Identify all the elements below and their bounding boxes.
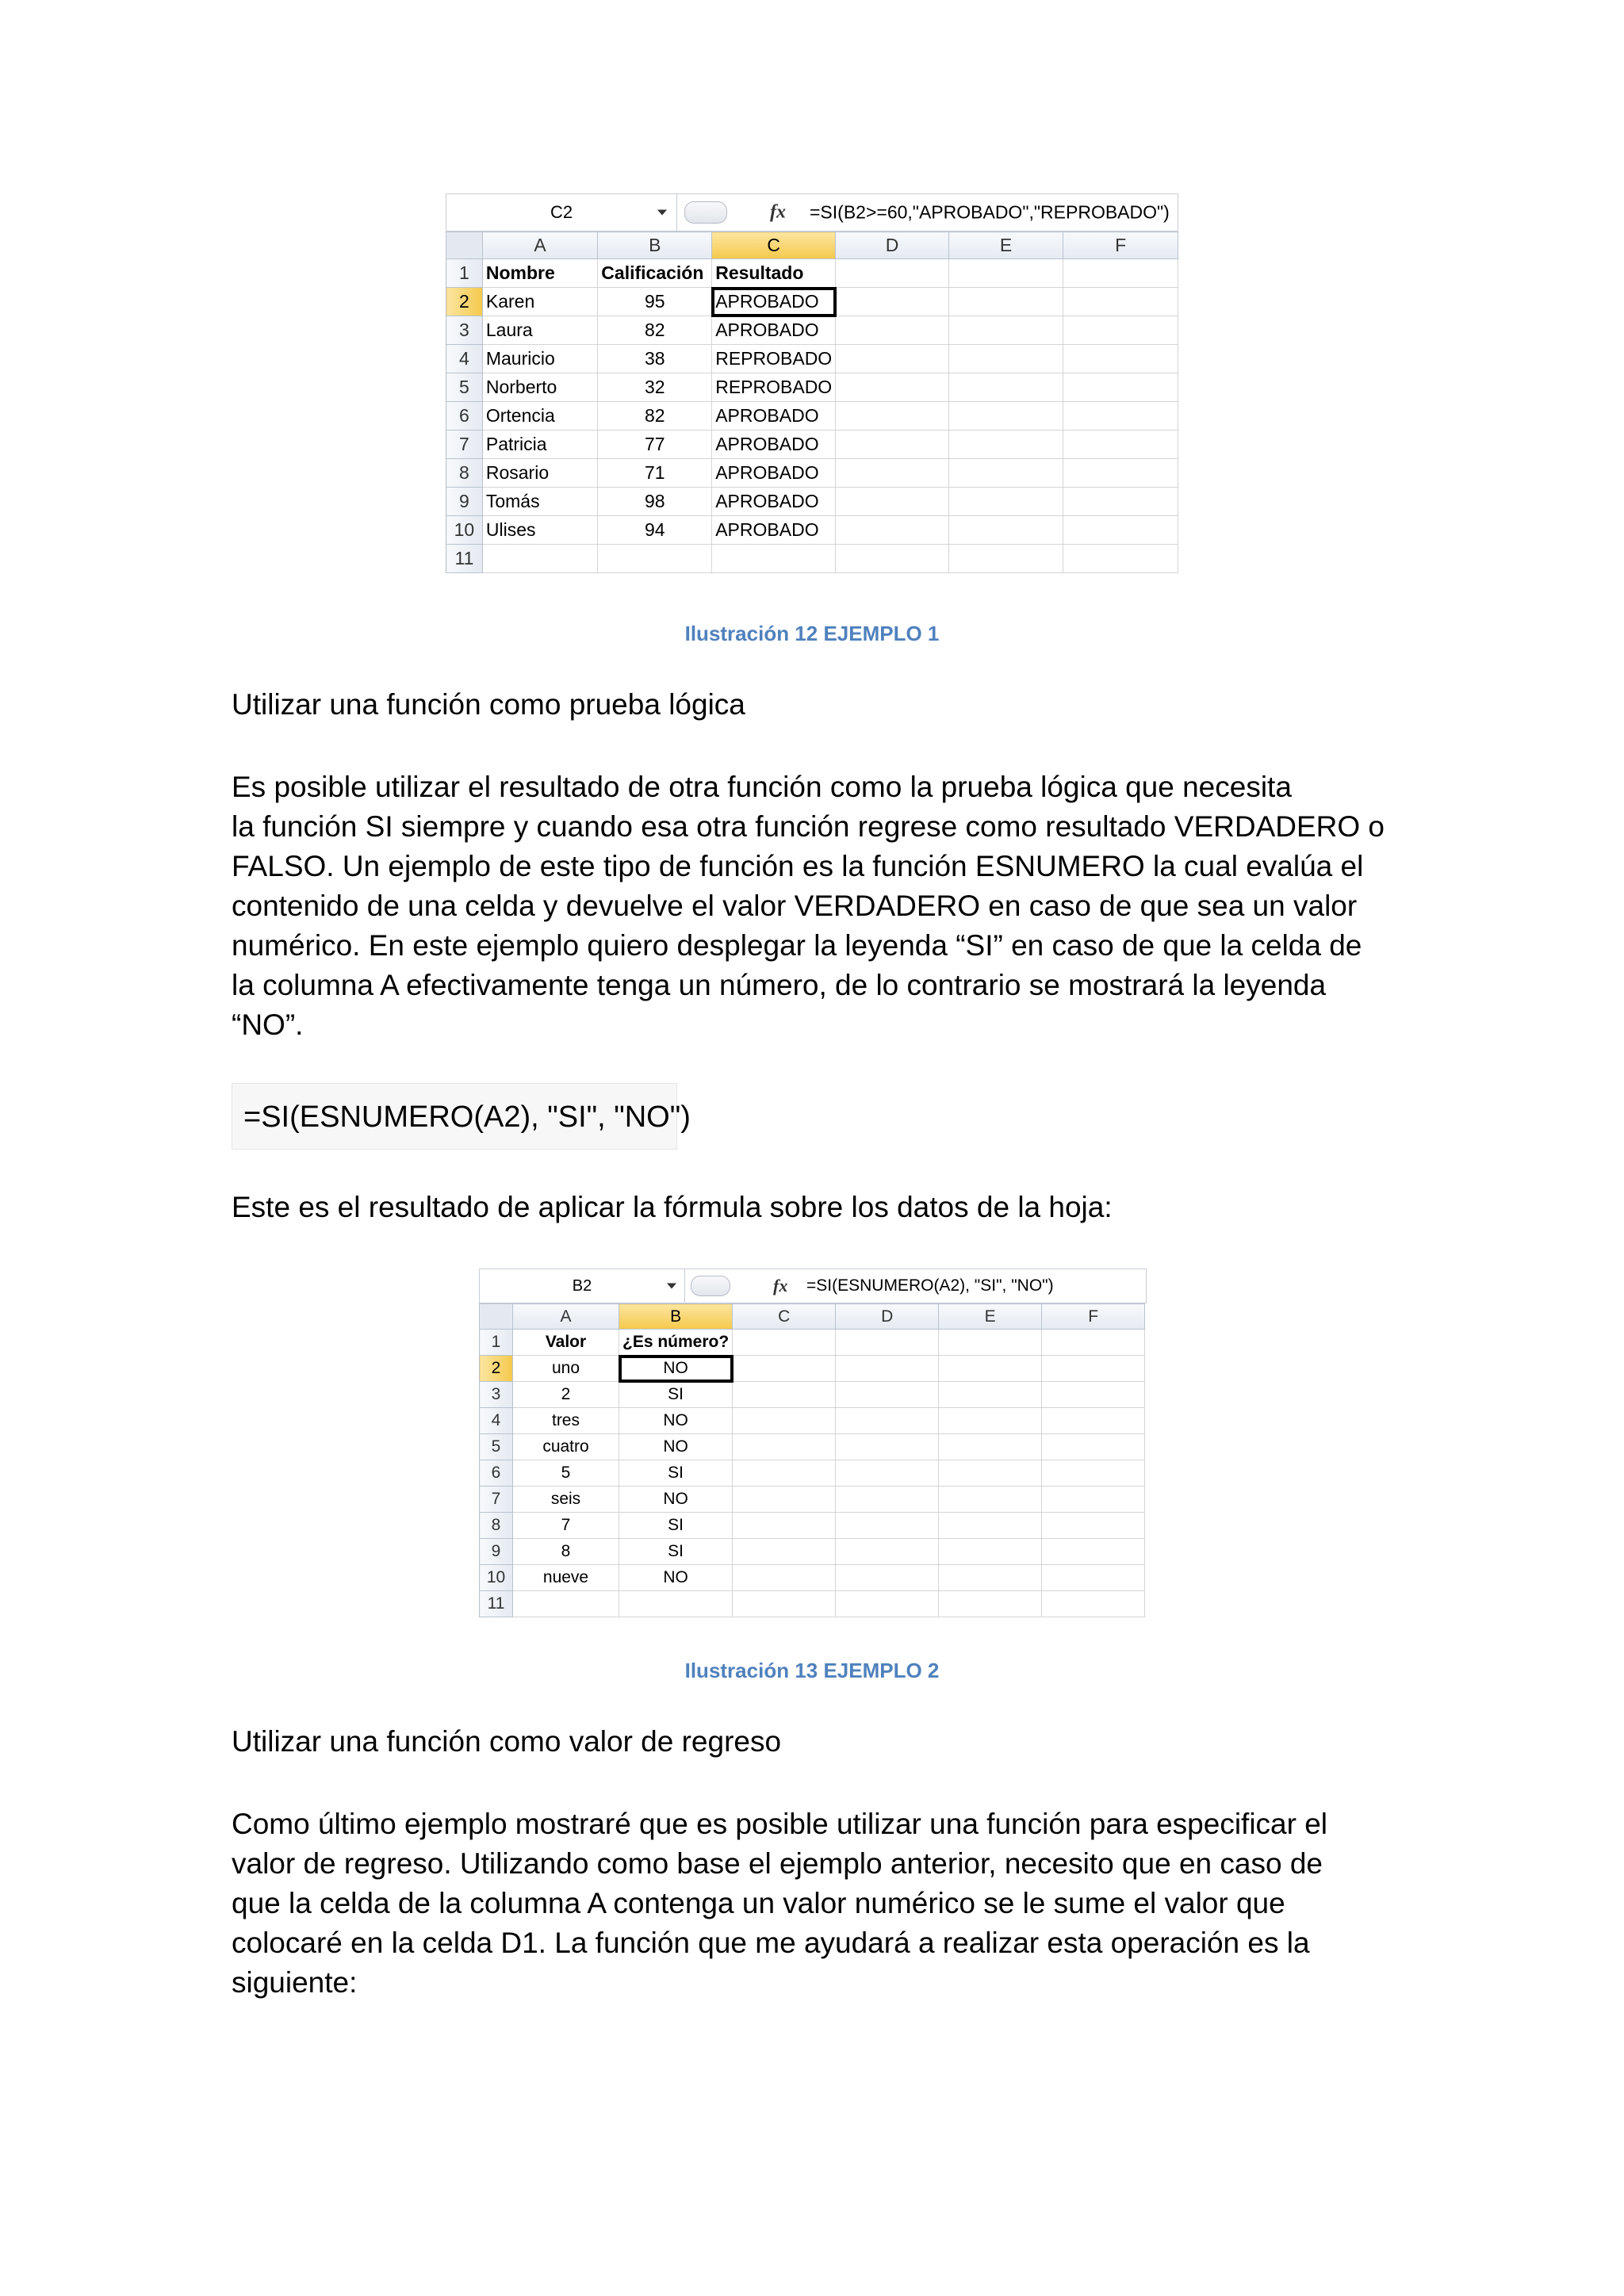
result-intro-text: Este es el resultado de aplicar la fórmula sobre los datos de la hoja: — [232, 1191, 1113, 1223]
paragraph-1 — [232, 767, 1405, 1045]
column-header-f[interactable]: F — [1042, 1304, 1145, 1330]
cell[interactable] — [836, 1487, 939, 1513]
cell[interactable] — [836, 545, 949, 573]
row-header[interactable]: 9 — [446, 488, 483, 516]
cell-c5[interactable]: REPROBADO — [712, 373, 836, 402]
cell[interactable] — [939, 1382, 1042, 1408]
cell[interactable] — [939, 1539, 1042, 1565]
cell[interactable] — [948, 459, 1063, 488]
row-header[interactable]: 3 — [446, 316, 483, 345]
cell[interactable] — [939, 1565, 1042, 1591]
cell-b8[interactable]: 71 — [598, 459, 712, 488]
column-header-e[interactable]: E — [939, 1304, 1042, 1330]
column-header-d[interactable]: D — [836, 232, 949, 259]
cell-c6[interactable]: APROBADO — [712, 402, 836, 430]
cell-a8[interactable]: 7 — [513, 1513, 619, 1539]
cell-c3[interactable]: APROBADO — [712, 316, 836, 345]
fx-icon[interactable]: fx — [770, 201, 786, 223]
cell[interactable] — [948, 430, 1063, 459]
cell[interactable] — [1063, 516, 1178, 545]
cell[interactable] — [948, 259, 1063, 288]
cell[interactable] — [733, 1356, 836, 1382]
cell-c7[interactable]: APROBADO — [712, 430, 836, 459]
cell[interactable] — [1042, 1382, 1145, 1408]
row-header[interactable]: 6 — [446, 402, 483, 430]
column-header-e[interactable]: E — [948, 232, 1063, 259]
cell-b7[interactable]: 77 — [598, 430, 712, 459]
cell-a7[interactable]: Patricia — [482, 430, 597, 459]
cell[interactable] — [836, 1539, 939, 1565]
name-box[interactable] — [446, 194, 677, 231]
cell[interactable] — [1042, 1539, 1145, 1565]
name-box-value: B2 — [572, 1277, 592, 1295]
cell-b5[interactable]: 32 — [598, 373, 712, 402]
cell[interactable] — [836, 1382, 939, 1408]
cell[interactable] — [836, 488, 949, 516]
figure-caption-2: Ilustración 13 EJEMPLO 2 — [684, 1659, 940, 1682]
paragraph-line: Es posible utilizar el resultado de otra función como la prueba lógica que necesita — [232, 771, 1292, 803]
row-header[interactable]: 2 — [480, 1356, 513, 1382]
cell-c10[interactable]: APROBADO — [712, 516, 836, 545]
cell[interactable] — [836, 1565, 939, 1591]
sheet-grid — [446, 232, 1178, 573]
spreadsheet-figure-1 — [446, 193, 1178, 582]
cell-b3[interactable]: SI — [619, 1382, 733, 1408]
cell[interactable] — [836, 1356, 939, 1382]
paragraph-2 — [232, 1804, 1405, 2003]
paragraph-line: que la celda de la columna A contenga un valor numérico se le sume el valor que — [232, 1887, 1285, 1919]
cell[interactable] — [1042, 1460, 1145, 1487]
cell[interactable] — [1042, 1434, 1145, 1460]
cell-a1[interactable]: Nombre — [482, 259, 597, 288]
cell-a6[interactable]: Ortencia — [482, 402, 597, 430]
cell-b3[interactable]: 82 — [598, 316, 712, 345]
cell[interactable] — [948, 516, 1063, 545]
cell[interactable] — [1042, 1408, 1145, 1434]
fx-icon[interactable]: fx — [773, 1276, 788, 1295]
cell-b4[interactable]: NO — [619, 1408, 733, 1434]
paragraph-line: siguiente: — [232, 1966, 358, 1999]
cell[interactable] — [1063, 316, 1178, 345]
paragraph-line: la función SI siempre y cuando esa otra función regrese como resultado VERDADERO o — [232, 810, 1385, 843]
column-header-b[interactable]: B — [619, 1304, 733, 1330]
row-header[interactable]: 3 — [480, 1382, 513, 1408]
cell[interactable] — [836, 402, 949, 430]
cell-a10[interactable]: Ulises — [482, 516, 597, 545]
cell[interactable] — [939, 1434, 1042, 1460]
dropdown-arrow-icon[interactable] — [657, 210, 667, 216]
cell[interactable] — [1063, 373, 1178, 402]
cell-c8[interactable]: APROBADO — [712, 459, 836, 488]
dropdown-arrow-icon[interactable] — [667, 1284, 676, 1289]
cell[interactable] — [939, 1591, 1042, 1617]
cell[interactable] — [1063, 459, 1178, 488]
cell[interactable] — [939, 1408, 1042, 1434]
cell-b5[interactable]: NO — [619, 1434, 733, 1460]
cell[interactable] — [836, 430, 949, 459]
cell[interactable] — [1063, 288, 1178, 316]
cell-a2[interactable]: uno — [513, 1356, 619, 1382]
cell[interactable] — [836, 1513, 939, 1539]
cell[interactable] — [1042, 1565, 1145, 1591]
cell[interactable] — [939, 1487, 1042, 1513]
cell[interactable] — [939, 1356, 1042, 1382]
row-header[interactable]: 4 — [446, 345, 483, 373]
paragraph-line: contenido de una celda y devuelve el valor VERDADERO en caso de que sea un valor — [232, 890, 1358, 922]
cell[interactable] — [733, 1382, 836, 1408]
cell[interactable] — [733, 1513, 836, 1539]
cell[interactable] — [948, 345, 1063, 373]
row-header[interactable]: 7 — [480, 1487, 513, 1513]
cell-b10[interactable]: NO — [619, 1565, 733, 1591]
cell-b4[interactable]: 38 — [598, 345, 712, 373]
cell[interactable] — [939, 1513, 1042, 1539]
row-header[interactable]: 7 — [446, 430, 483, 459]
cell-b10[interactable]: 94 — [598, 516, 712, 545]
cell[interactable] — [733, 1539, 836, 1565]
sheet-grid — [479, 1303, 1145, 1617]
cell-a10[interactable]: nueve — [513, 1565, 619, 1591]
cell[interactable] — [1042, 1330, 1145, 1356]
cell[interactable] — [712, 545, 836, 573]
row-header[interactable]: 9 — [480, 1539, 513, 1565]
row-header[interactable]: 8 — [446, 459, 483, 488]
cell[interactable] — [733, 1330, 836, 1356]
cell[interactable] — [1042, 1591, 1145, 1617]
cell[interactable] — [1063, 488, 1178, 516]
cell[interactable] — [836, 1434, 939, 1460]
cell-a5[interactable]: Norberto — [482, 373, 597, 402]
select-all-corner[interactable] — [480, 1304, 513, 1330]
formula-text[interactable]: =SI(B2>=60,"APROBADO","REPROBADO") — [810, 201, 1170, 223]
column-header-d[interactable]: D — [836, 1304, 939, 1330]
select-all-corner[interactable] — [446, 232, 483, 259]
row-header[interactable]: 5 — [480, 1434, 513, 1460]
paragraph-line: Como último ejemplo mostraré que es posible utilizar una función para especificar el — [232, 1808, 1328, 1840]
name-box[interactable] — [480, 1269, 685, 1303]
cell[interactable] — [1063, 402, 1178, 430]
row-header[interactable]: 11 — [446, 545, 483, 573]
cell[interactable] — [836, 288, 949, 316]
cell-a4[interactable]: tres — [513, 1408, 619, 1434]
section-heading-2: Utilizar una función como valor de regreso — [232, 1725, 782, 1758]
cell[interactable] — [733, 1591, 836, 1617]
section-heading-1: Utilizar una función como prueba lógica — [232, 688, 745, 721]
cell-a9[interactable]: 8 — [513, 1539, 619, 1565]
scroll-knob-icon[interactable] — [691, 1276, 730, 1296]
cell[interactable] — [836, 345, 949, 373]
cell[interactable] — [1042, 1513, 1145, 1539]
cell[interactable] — [948, 488, 1063, 516]
cell-b2[interactable]: 95 — [598, 288, 712, 316]
cell[interactable] — [733, 1565, 836, 1591]
row-header[interactable]: 6 — [480, 1460, 513, 1487]
cell[interactable] — [513, 1591, 619, 1617]
cell-a4[interactable]: Mauricio — [482, 345, 597, 373]
cell[interactable] — [836, 259, 949, 288]
column-header-b[interactable]: B — [598, 232, 712, 259]
cell-a6[interactable]: 5 — [513, 1460, 619, 1487]
row-header[interactable]: 10 — [446, 516, 483, 545]
cell-b6[interactable]: 82 — [598, 402, 712, 430]
row-header[interactable]: 1 — [480, 1330, 513, 1356]
cell-b9[interactable]: 98 — [598, 488, 712, 516]
row-header[interactable]: 4 — [480, 1408, 513, 1434]
formula-bar — [479, 1269, 1147, 1303]
row-header[interactable]: 1 — [446, 259, 483, 288]
cell[interactable] — [948, 402, 1063, 430]
cell-b1[interactable]: ¿Es número? — [619, 1330, 733, 1356]
paragraph-line: la columna A efectivamente tenga un número, de lo contrario se mostrará la leyenda — [232, 969, 1327, 1001]
cell-c1[interactable]: Resultado — [712, 259, 836, 288]
paragraph-line: colocaré en la celda D1. La función que me ayudará a realizar esta operación es la — [232, 1927, 1310, 1959]
cell-a1[interactable]: Valor — [513, 1330, 619, 1356]
cell[interactable] — [939, 1330, 1042, 1356]
column-header-c[interactable]: C — [733, 1304, 836, 1330]
cell[interactable] — [1063, 259, 1178, 288]
row-header[interactable]: 10 — [480, 1565, 513, 1591]
paragraph-line: valor de regreso. Utilizando como base el ejemplo anterior, necesito que en caso de — [232, 1847, 1323, 1880]
row-header[interactable]: 5 — [446, 373, 483, 402]
cell[interactable] — [733, 1487, 836, 1513]
paragraph-line: FALSO. Un ejemplo de este tipo de función es la función ESNUMERO la cual evalúa el — [232, 850, 1364, 882]
cell-a3[interactable]: Laura — [482, 316, 597, 345]
cell-a7[interactable]: seis — [513, 1487, 619, 1513]
cell-c9[interactable]: APROBADO — [712, 488, 836, 516]
cell-a5[interactable]: cuatro — [513, 1434, 619, 1460]
code-formula-box: =SI(ESNUMERO(A2), "SI", "NO") — [232, 1083, 677, 1150]
figure-caption-1: Ilustración 12 EJEMPLO 1 — [684, 622, 940, 645]
paragraph-line: “NO”. — [232, 1008, 304, 1041]
formula-text[interactable]: =SI(ESNUMERO(A2), "SI", "NO") — [806, 1276, 1054, 1295]
spreadsheet-figure-2 — [479, 1269, 1147, 1621]
cell[interactable] — [948, 373, 1063, 402]
scroll-knob-icon[interactable] — [684, 201, 727, 224]
cell-a8[interactable]: Rosario — [482, 459, 597, 488]
cell-c4[interactable]: REPROBADO — [712, 345, 836, 373]
column-header-a[interactable]: A — [513, 1304, 619, 1330]
cell[interactable] — [733, 1434, 836, 1460]
cell[interactable] — [836, 1591, 939, 1617]
row-header[interactable]: 8 — [480, 1513, 513, 1539]
column-header-a[interactable]: A — [482, 232, 597, 259]
cell[interactable] — [1063, 430, 1178, 459]
cell[interactable] — [1063, 345, 1178, 373]
cell-a2[interactable]: Karen — [482, 288, 597, 316]
cell[interactable] — [836, 516, 949, 545]
formula-bar — [446, 193, 1178, 232]
cell[interactable] — [1042, 1487, 1145, 1513]
active-cell-b2[interactable]: NO — [619, 1356, 733, 1382]
cell[interactable] — [733, 1460, 836, 1487]
cell-b9[interactable]: SI — [619, 1539, 733, 1565]
cell[interactable] — [948, 545, 1063, 573]
cell[interactable] — [482, 545, 597, 573]
cell[interactable] — [939, 1460, 1042, 1487]
cell-b1[interactable]: Calificación — [598, 259, 712, 288]
cell[interactable] — [948, 316, 1063, 345]
name-box-value: C2 — [550, 202, 573, 222]
active-cell-c2[interactable]: APROBADO — [712, 288, 836, 316]
cell[interactable] — [836, 1460, 939, 1487]
cell-a9[interactable]: Tomás — [482, 488, 597, 516]
cell[interactable] — [836, 1408, 939, 1434]
cell[interactable] — [1063, 545, 1178, 573]
cell[interactable] — [836, 373, 949, 402]
column-header-f[interactable]: F — [1063, 232, 1178, 259]
cell[interactable] — [836, 459, 949, 488]
column-header-c[interactable]: C — [712, 232, 836, 259]
paragraph-line: numérico. En este ejemplo quiero desplegar la leyenda “SI” en caso de que la celda de — [232, 929, 1362, 962]
cell-a3[interactable]: 2 — [513, 1382, 619, 1408]
cell[interactable] — [836, 316, 949, 345]
cell-b7[interactable]: NO — [619, 1487, 733, 1513]
cell[interactable] — [733, 1408, 836, 1434]
cell[interactable] — [948, 288, 1063, 316]
cell[interactable] — [836, 1330, 939, 1356]
row-header[interactable]: 2 — [446, 288, 483, 316]
cell[interactable] — [619, 1591, 733, 1617]
cell[interactable] — [598, 545, 712, 573]
cell-b8[interactable]: SI — [619, 1513, 733, 1539]
row-header[interactable]: 11 — [480, 1591, 513, 1617]
cell[interactable] — [1042, 1356, 1145, 1382]
cell-b6[interactable]: SI — [619, 1460, 733, 1487]
